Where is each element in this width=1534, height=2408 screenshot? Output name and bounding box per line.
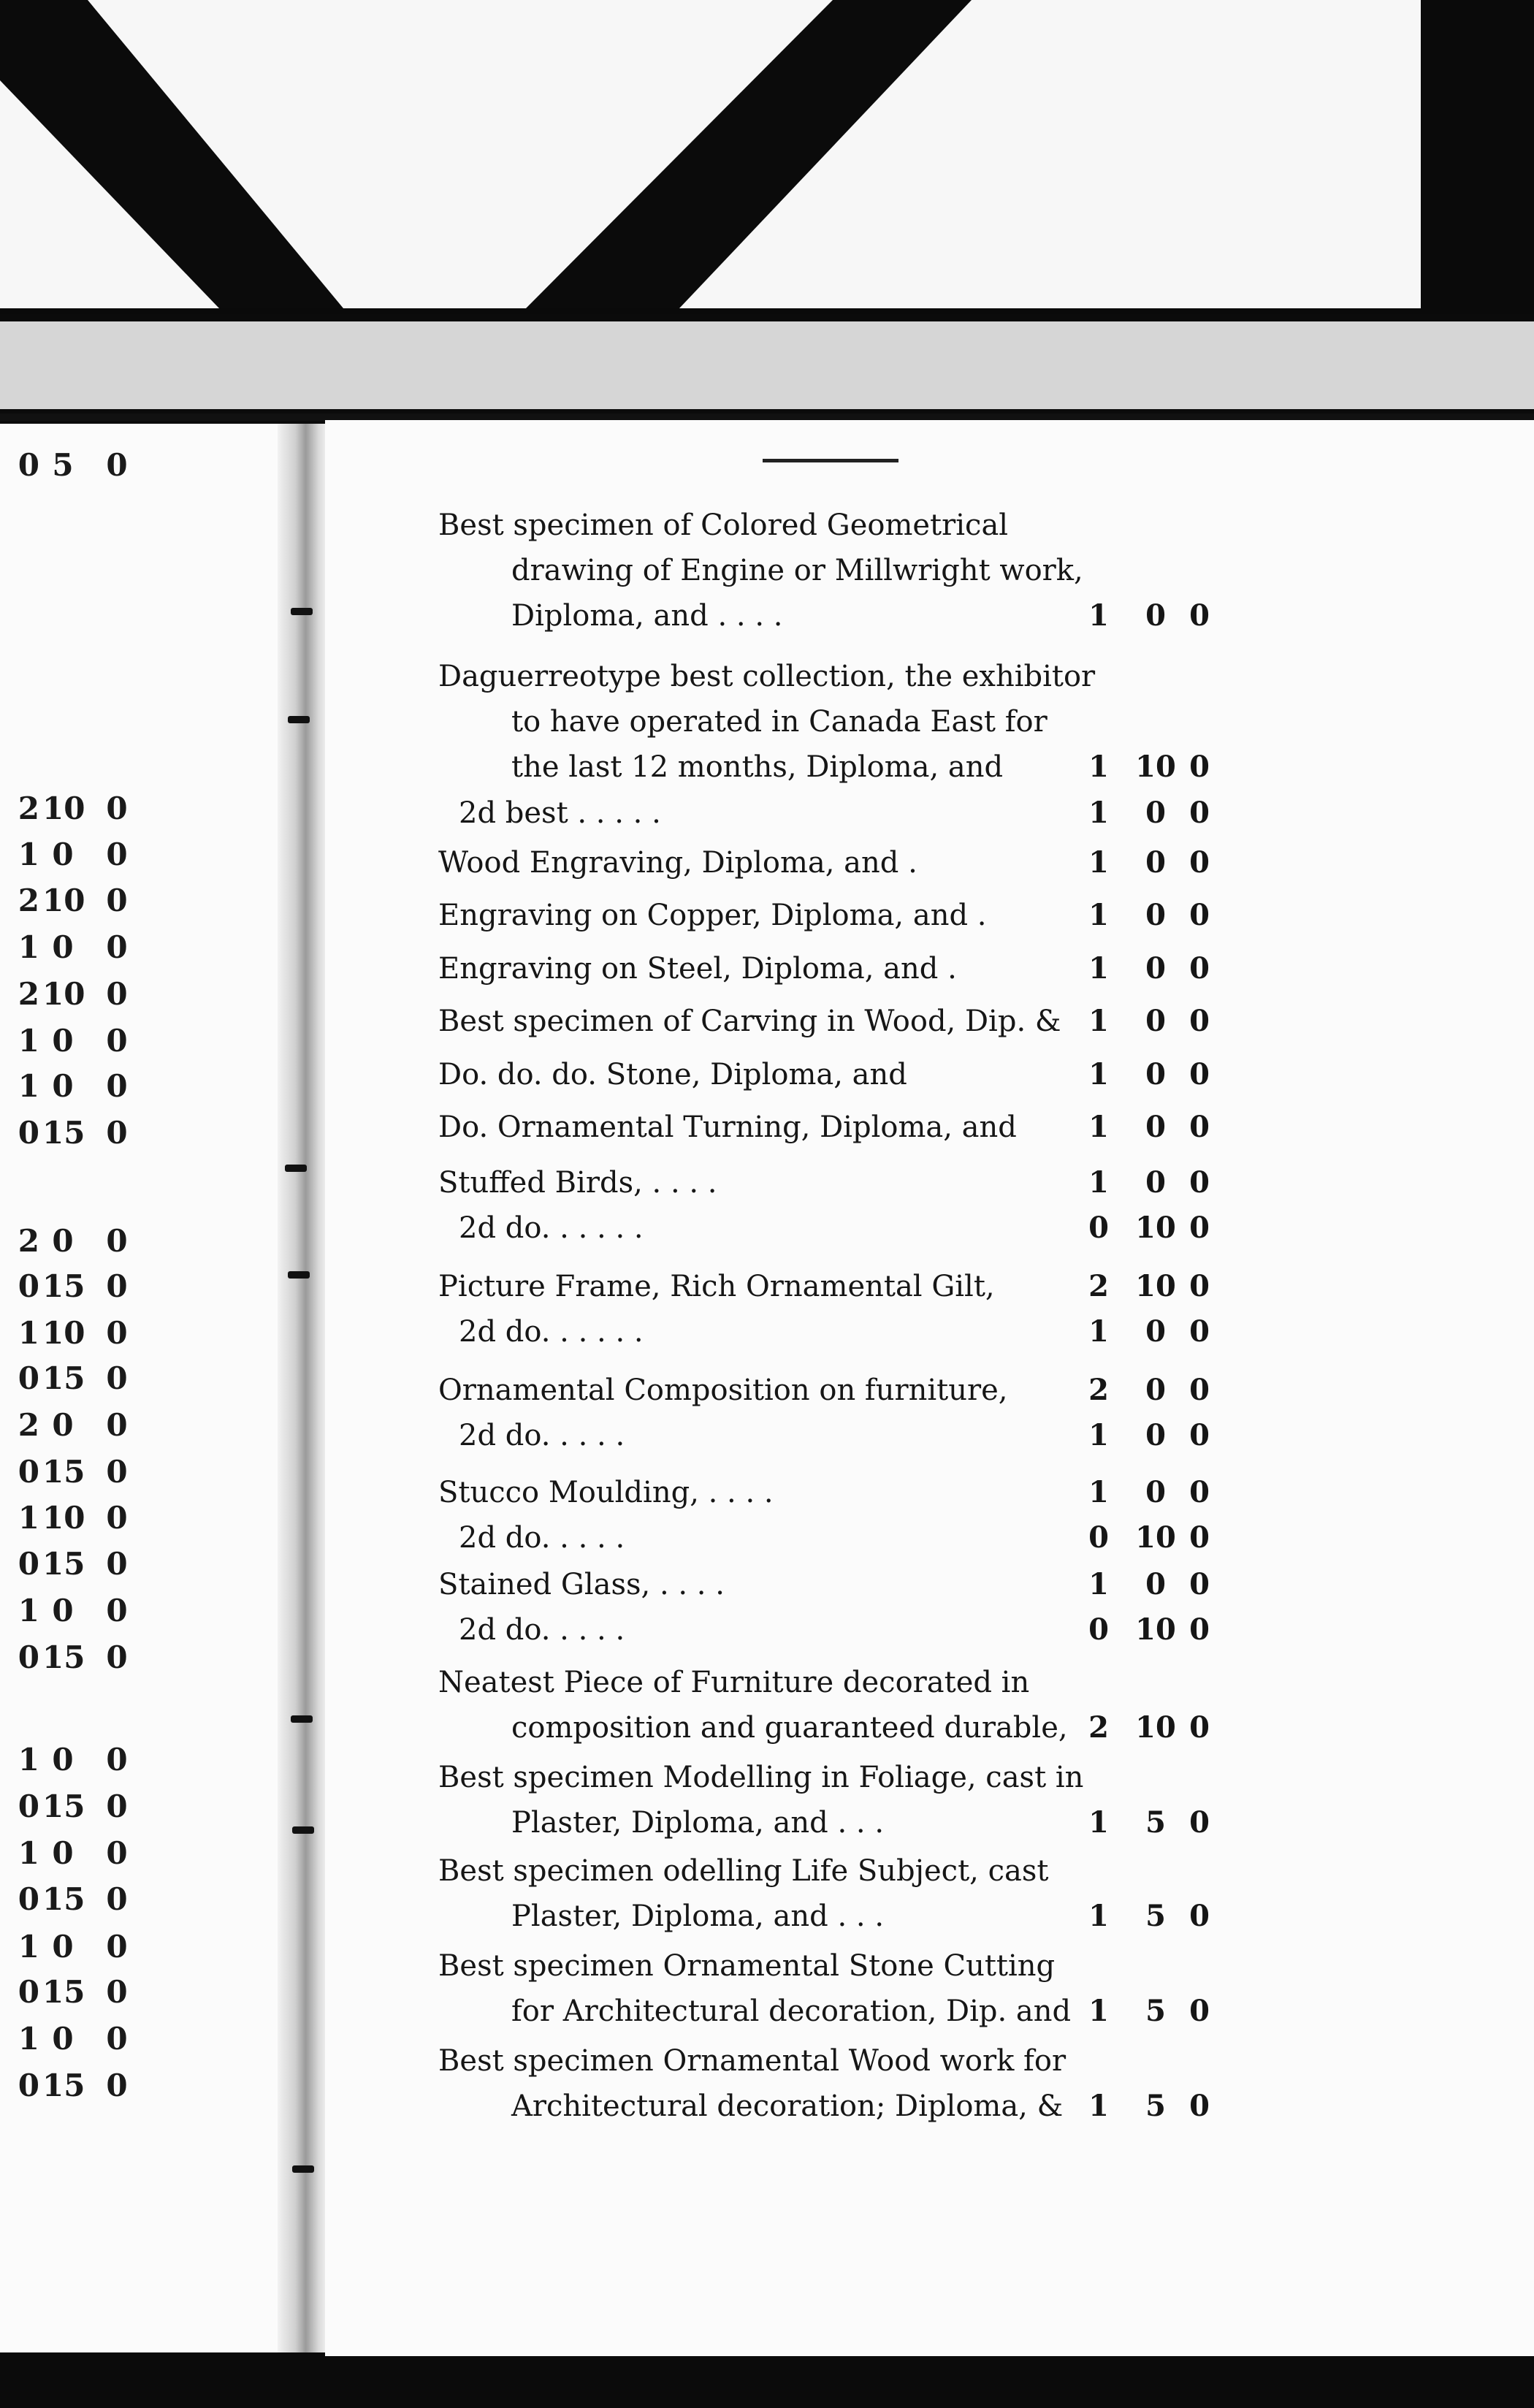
prize-shillings: 0 (1145, 1057, 1166, 1091)
left-amount-a: 0 (18, 1639, 39, 1675)
left-amount-row (0, 1360, 146, 1404)
prize-line (438, 2038, 1235, 2084)
prize-pence: 0 (1189, 951, 1210, 986)
prize-pence: 0 (1189, 598, 1210, 633)
prize-shillings: 0 (1145, 1004, 1166, 1038)
left-amount-row (0, 1223, 146, 1267)
left-amount-row (0, 1788, 146, 1832)
prize-line (438, 744, 1235, 790)
left-amount-c: 0 (106, 1546, 128, 1582)
prize-description: to have operated in Canada East for (511, 705, 1048, 739)
left-amount-a: 1 (18, 1929, 39, 1965)
prize-pounds: 1 (1088, 796, 1109, 830)
prize-pence: 0 (1189, 1805, 1210, 1840)
prize-description: Neatest Piece of Furniture decorated in (438, 1666, 1030, 1699)
prize-pounds: 1 (1088, 750, 1109, 784)
left-amount-b: 10 (42, 1315, 85, 1351)
prize-line (438, 699, 1235, 744)
left-amount-a: 2 (18, 883, 39, 918)
left-amount-b: 10 (42, 883, 85, 918)
prize-description: Ornamental Composition on furniture, (438, 1373, 1008, 1407)
left-amount-row (0, 1407, 146, 1451)
microfilm-target (0, 0, 1421, 308)
left-amount-c: 0 (106, 1115, 128, 1151)
left-amount-row (0, 1023, 146, 1067)
prize-shillings: 0 (1145, 1110, 1166, 1144)
left-amount-b: 0 (52, 1223, 74, 1259)
prize-description: Best specimen Ornamental Stone Cutting (438, 1949, 1056, 1983)
prize-shillings: 5 (1145, 2089, 1166, 2123)
left-amount-b: 10 (42, 1500, 85, 1536)
prize-shillings: 0 (1145, 898, 1166, 932)
section-rule (763, 459, 898, 462)
binding-stitch (291, 1715, 313, 1723)
prize-pounds: 2 (1088, 1710, 1109, 1745)
left-amount-c: 0 (106, 1360, 128, 1396)
prize-shillings: 0 (1145, 951, 1166, 986)
prize-pence: 0 (1189, 898, 1210, 932)
prize-line (438, 1943, 1235, 1989)
prize-line (438, 946, 1235, 991)
prize-pence: 0 (1189, 2089, 1210, 2123)
left-amount-c: 0 (106, 2068, 128, 2103)
prize-line (438, 654, 1235, 699)
prize-line (438, 1413, 1235, 1458)
prize-shillings: 0 (1145, 796, 1166, 830)
left-amount-a: 0 (18, 1268, 39, 1304)
left-amount-b: 10 (42, 790, 85, 826)
binding-stitch (292, 2165, 314, 2173)
prize-description: Stucco Moulding, . . . . (438, 1476, 774, 1509)
prize-pounds: 1 (1088, 951, 1109, 986)
prize-description: Do. Ornamental Turning, Diploma, and (438, 1110, 1017, 1144)
left-amount-b: 15 (42, 1360, 85, 1396)
left-amount-a: 0 (18, 2068, 39, 2103)
prize-pounds: 1 (1088, 598, 1109, 633)
film-gap-band (0, 321, 1534, 409)
left-amount-row (0, 1929, 146, 1973)
left-amount-c: 0 (106, 837, 128, 872)
left-amount-b: 5 (52, 447, 74, 483)
prize-description: 2d do. . . . . . (459, 1315, 644, 1349)
prize-pence: 0 (1189, 796, 1210, 830)
prize-line (438, 1105, 1235, 1150)
left-amount-c: 0 (106, 1593, 128, 1628)
left-amount-a: 0 (18, 1974, 39, 2010)
prize-pence: 0 (1189, 1373, 1210, 1407)
left-amount-row (0, 883, 146, 926)
prize-pounds: 1 (1088, 1314, 1109, 1349)
left-amount-c: 0 (106, 1023, 128, 1059)
left-amount-c: 0 (106, 447, 128, 483)
left-amount-row (0, 1593, 146, 1637)
left-amount-a: 0 (18, 1115, 39, 1151)
left-amount-a: 1 (18, 1315, 39, 1351)
prize-line (438, 790, 1235, 836)
prize-line (438, 893, 1235, 938)
prize-description: Best specimen Ornamental Wood work for (438, 2044, 1066, 2078)
prize-description: Architectural decoration; Diploma, & (511, 2089, 1064, 2123)
prize-pounds: 1 (1088, 1805, 1109, 1840)
binding-stitch (292, 1826, 314, 1834)
prize-pounds: 2 (1088, 1269, 1109, 1303)
prize-pounds: 0 (1088, 1612, 1109, 1647)
prize-line (438, 1989, 1235, 2034)
prize-pence: 0 (1189, 1710, 1210, 1745)
left-amount-a: 0 (18, 1360, 39, 1396)
prize-shillings: 10 (1135, 750, 1176, 784)
left-amount-a: 1 (18, 1593, 39, 1628)
prize-description: Stuffed Birds, . . . . (438, 1166, 717, 1200)
prize-pounds: 1 (1088, 1567, 1109, 1601)
left-amount-c: 0 (106, 929, 128, 965)
binding-stitch (288, 716, 310, 723)
left-amount-row (0, 837, 146, 880)
left-amount-b: 10 (42, 976, 85, 1012)
left-amount-c: 0 (106, 1268, 128, 1304)
left-amount-a: 2 (18, 790, 39, 826)
left-amount-c: 0 (106, 790, 128, 826)
prize-pence: 0 (1189, 1612, 1210, 1647)
prize-shillings: 10 (1135, 1520, 1176, 1555)
prize-line (438, 840, 1235, 885)
prize-shillings: 10 (1135, 1211, 1176, 1245)
left-amount-a: 1 (18, 1742, 39, 1778)
prize-description: Engraving on Copper, Diploma, and . (438, 899, 987, 932)
left-amount-c: 0 (106, 1788, 128, 1824)
prize-description: Picture Frame, Rich Ornamental Gilt, (438, 1270, 995, 1303)
left-amount-a: 0 (18, 1546, 39, 1582)
left-amount-a: 1 (18, 1023, 39, 1059)
prize-pence: 0 (1189, 1418, 1210, 1452)
left-amount-b: 0 (52, 929, 74, 965)
left-amount-row (0, 1742, 146, 1786)
prize-pence: 0 (1189, 1165, 1210, 1200)
prize-line (438, 2084, 1235, 2129)
prize-pence: 0 (1189, 1899, 1210, 1933)
prize-description: composition and guaranteed durable, (511, 1711, 1068, 1745)
prize-line (438, 1848, 1235, 1894)
prize-line (438, 1368, 1235, 1413)
prize-description: 2d do. . . . . (459, 1521, 625, 1555)
prize-shillings: 10 (1135, 1269, 1176, 1303)
prize-pounds: 2 (1088, 1373, 1109, 1407)
left-amount-a: 1 (18, 1835, 39, 1871)
left-amount-c: 0 (106, 883, 128, 918)
prize-description: drawing of Engine or Millwright work, (511, 554, 1083, 587)
prize-line (438, 593, 1235, 639)
prize-line (438, 1607, 1235, 1653)
left-amount-b: 0 (52, 1593, 74, 1628)
prize-shillings: 5 (1145, 1805, 1166, 1840)
left-amount-a: 2 (18, 1407, 39, 1443)
prize-line (438, 1562, 1235, 1607)
left-amount-b: 15 (42, 1268, 85, 1304)
prize-pence: 0 (1189, 1520, 1210, 1555)
microfilm-target-frame (0, 0, 1534, 314)
left-amount-c: 0 (106, 1500, 128, 1536)
prize-line (438, 1800, 1235, 1845)
prize-description: 2d do. . . . . (459, 1419, 625, 1452)
prize-pence: 0 (1189, 1994, 1210, 2028)
prize-shillings: 0 (1145, 1567, 1166, 1601)
prize-pounds: 1 (1088, 1004, 1109, 1038)
left-amount-a: 1 (18, 2021, 39, 2057)
prize-line (438, 999, 1235, 1044)
prize-shillings: 5 (1145, 1899, 1166, 1933)
left-amount-b: 0 (52, 1835, 74, 1871)
left-amount-a: 2 (18, 976, 39, 1012)
prize-description: Diploma, and . . . . (511, 599, 783, 633)
binding-stitch (288, 1271, 310, 1279)
prize-pounds: 1 (1088, 2089, 1109, 2123)
left-amount-row (0, 1115, 146, 1159)
prize-pounds: 0 (1088, 1520, 1109, 1555)
prize-pounds: 1 (1088, 1994, 1109, 2028)
left-amount-c: 0 (106, 1835, 128, 1871)
binding-stitch (291, 608, 313, 615)
left-amount-row (0, 447, 146, 491)
prize-pence: 0 (1189, 1057, 1210, 1091)
left-amount-b: 0 (52, 1742, 74, 1778)
prize-description: Wood Engraving, Diploma, and . (438, 846, 917, 880)
left-amount-a: 0 (18, 1788, 39, 1824)
left-amount-row (0, 1454, 146, 1498)
prize-line (438, 1755, 1235, 1800)
prize-pounds: 1 (1088, 845, 1109, 880)
binding-stitch (285, 1165, 307, 1172)
prize-pence: 0 (1189, 1314, 1210, 1349)
prize-description: Do. do. do. Stone, Diploma, and (438, 1058, 907, 1091)
prize-pounds: 1 (1088, 1110, 1109, 1144)
left-amount-row (0, 1881, 146, 1925)
prize-line (438, 503, 1235, 548)
prize-pence: 0 (1189, 750, 1210, 784)
left-amount-a: 1 (18, 929, 39, 965)
left-amount-b: 15 (42, 1639, 85, 1675)
left-amount-a: 0 (18, 1454, 39, 1490)
prize-pence: 0 (1189, 1004, 1210, 1038)
prize-pounds: 1 (1088, 1165, 1109, 1200)
prize-line (438, 1894, 1235, 1939)
left-amount-row (0, 1639, 146, 1683)
prize-line (438, 1660, 1235, 1705)
prize-pounds: 1 (1088, 1475, 1109, 1509)
film-bottom-edge (0, 2356, 1534, 2408)
left-amount-c: 0 (106, 1223, 128, 1259)
prize-pounds: 1 (1088, 1057, 1109, 1091)
prize-description: Stained Glass, . . . . (438, 1568, 725, 1601)
left-amount-row (0, 1315, 146, 1359)
left-amount-b: 0 (52, 2021, 74, 2057)
prize-line (438, 1160, 1235, 1205)
left-amount-b: 15 (42, 2068, 85, 2103)
prize-shillings: 5 (1145, 1994, 1166, 2028)
left-amount-row (0, 1268, 146, 1312)
left-amount-c: 0 (106, 1881, 128, 1917)
left-amount-c: 0 (106, 1639, 128, 1675)
left-amount-b: 15 (42, 1454, 85, 1490)
prize-line (438, 1515, 1235, 1561)
left-amount-b: 15 (42, 1788, 85, 1824)
prize-shillings: 0 (1145, 1475, 1166, 1509)
prize-description: the last 12 months, Diploma, and (511, 750, 1004, 784)
prize-line (438, 1309, 1235, 1354)
left-amount-row (0, 1974, 146, 2018)
left-amount-b: 0 (52, 837, 74, 872)
left-amount-a: 1 (18, 1068, 39, 1104)
prize-line (438, 1470, 1235, 1515)
prize-pounds: 1 (1088, 1899, 1109, 1933)
prize-shillings: 0 (1145, 1165, 1166, 1200)
left-amount-c: 0 (106, 1315, 128, 1351)
prize-line (438, 1705, 1235, 1750)
prize-pence: 0 (1189, 1475, 1210, 1509)
prize-description: Plaster, Diploma, and . . . (511, 1806, 885, 1840)
prize-pounds: 1 (1088, 1418, 1109, 1452)
left-amount-c: 0 (106, 976, 128, 1012)
left-amount-a: 0 (18, 447, 39, 483)
prize-description: 2d do. . . . . . (459, 1211, 644, 1245)
prize-pounds: 0 (1088, 1211, 1109, 1245)
left-amount-row (0, 2021, 146, 2065)
prize-shillings: 10 (1135, 1710, 1176, 1745)
left-amount-c: 0 (106, 1068, 128, 1104)
left-amount-row (0, 1835, 146, 1879)
left-amount-b: 15 (42, 1881, 85, 1917)
left-amount-row (0, 790, 146, 834)
left-amount-row (0, 1068, 146, 1112)
prize-shillings: 0 (1145, 845, 1166, 880)
prize-description: Plaster, Diploma, and . . . (511, 1900, 885, 1933)
prize-pounds: 1 (1088, 898, 1109, 932)
prize-pence: 0 (1189, 1110, 1210, 1144)
left-amount-c: 0 (106, 1407, 128, 1443)
prize-shillings: 0 (1145, 1418, 1166, 1452)
left-amount-b: 0 (52, 1929, 74, 1965)
prize-description: 2d do. . . . . (459, 1613, 625, 1647)
left-amount-row (0, 929, 146, 973)
prize-shillings: 0 (1145, 598, 1166, 633)
left-amount-c: 0 (106, 1454, 128, 1490)
left-amount-a: 1 (18, 837, 39, 872)
prize-line (438, 1264, 1235, 1309)
target-x-shape (0, 0, 1421, 308)
left-amount-c: 0 (106, 2021, 128, 2057)
prize-description: Best specimen odelling Life Subject, cast (438, 1854, 1049, 1888)
prize-description: 2d best . . . . . (459, 796, 661, 830)
left-amount-a: 1 (18, 1500, 39, 1536)
prize-description: for Architectural decoration, Dip. and (511, 1994, 1072, 2028)
prize-description: Daguerreotype best collection, the exhibitor (438, 660, 1096, 693)
left-amount-b: 15 (42, 1546, 85, 1582)
prize-shillings: 0 (1145, 1314, 1166, 1349)
prize-pence: 0 (1189, 1211, 1210, 1245)
prize-pence: 0 (1189, 1567, 1210, 1601)
left-amount-c: 0 (106, 1742, 128, 1778)
prize-line (438, 548, 1235, 593)
left-amount-row (0, 1500, 146, 1544)
prize-line (438, 1052, 1235, 1097)
left-amount-a: 2 (18, 1223, 39, 1259)
prize-shillings: 10 (1135, 1612, 1176, 1647)
left-amount-row (0, 976, 146, 1020)
left-amount-b: 0 (52, 1023, 74, 1059)
prize-pence: 0 (1189, 845, 1210, 880)
prize-description: Best specimen Modelling in Foliage, cast in (438, 1761, 1084, 1794)
page-gutter (278, 424, 329, 2352)
prize-description: Best specimen of Colored Geometrical (438, 508, 1009, 542)
left-amount-b: 15 (42, 1974, 85, 2010)
left-amount-c: 0 (106, 1974, 128, 2010)
prize-description: Best specimen of Carving in Wood, Dip. & (438, 1005, 1061, 1038)
left-amount-b: 0 (52, 1068, 74, 1104)
prize-shillings: 0 (1145, 1373, 1166, 1407)
left-amount-b: 15 (42, 1115, 85, 1151)
left-amount-row (0, 2068, 146, 2111)
left-amount-row (0, 1546, 146, 1590)
prize-description: Engraving on Steel, Diploma, and . (438, 952, 957, 986)
left-amount-b: 0 (52, 1407, 74, 1443)
left-amount-c: 0 (106, 1929, 128, 1965)
prize-line (438, 1205, 1235, 1251)
prize-pence: 0 (1189, 1269, 1210, 1303)
left-amount-a: 0 (18, 1881, 39, 1917)
